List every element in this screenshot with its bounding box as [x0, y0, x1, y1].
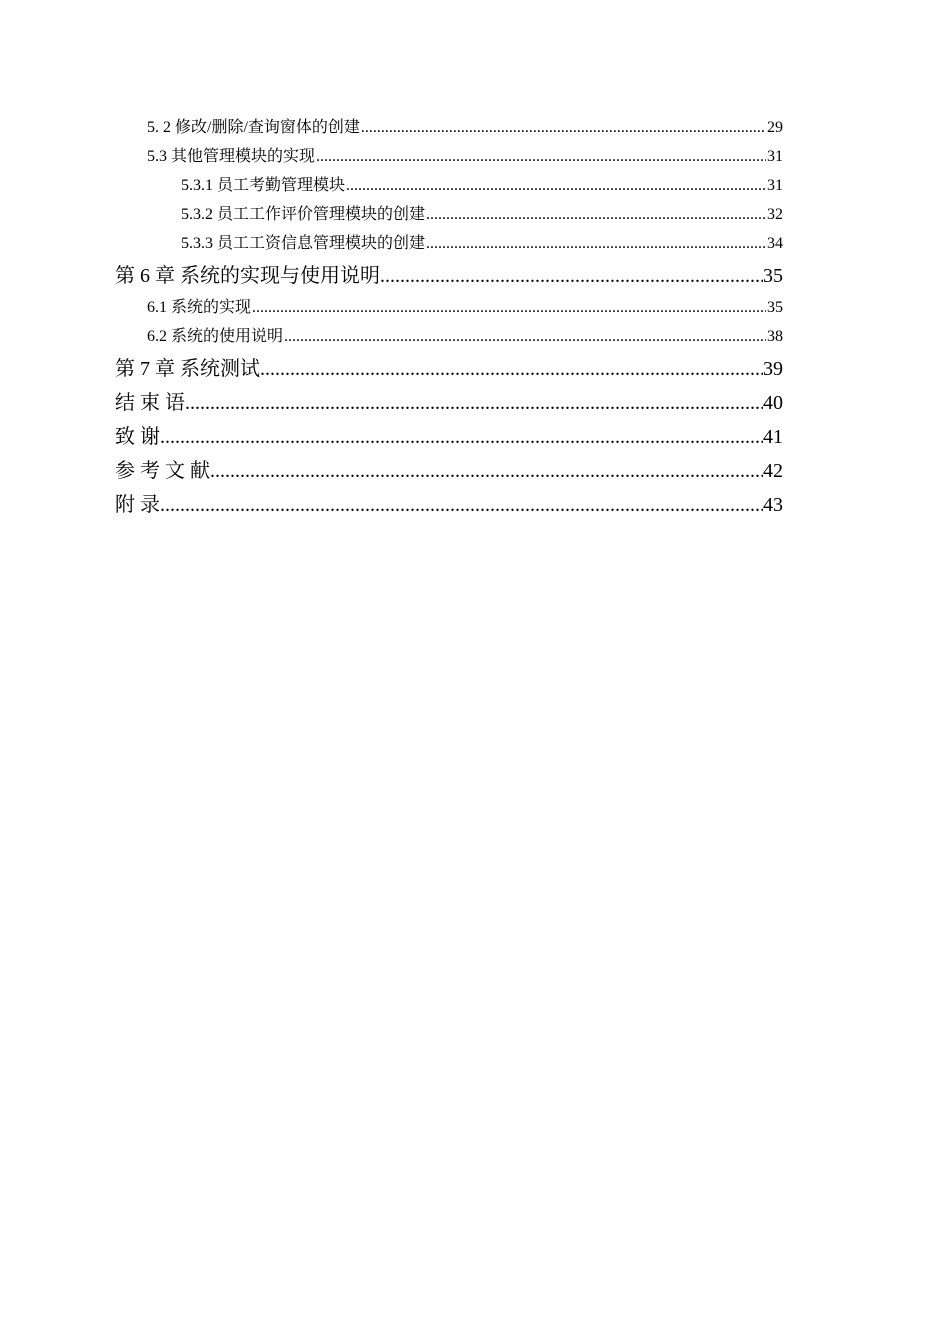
toc-entry-label: 参 考 文 献 — [115, 460, 210, 482]
toc-page-number: 40 — [763, 392, 783, 414]
toc-page-number: 29 — [767, 119, 783, 136]
toc-dot-leader — [284, 328, 766, 346]
toc-entry-chapter-6[interactable] — [115, 259, 783, 288]
toc-entry-5-2[interactable] — [147, 114, 783, 137]
toc-page-number: 35 — [763, 265, 783, 287]
toc-entry-5-3[interactable] — [147, 143, 783, 166]
toc-entry-label: 5.3 其他管理模块的实现 — [147, 148, 316, 165]
toc-entry-5-3-2[interactable] — [181, 201, 783, 224]
toc-dot-leader — [426, 235, 766, 253]
toc-dot-leader — [380, 265, 763, 288]
toc-entry-label: 致 谢 — [115, 426, 160, 448]
toc-page-number: 38 — [767, 328, 783, 345]
toc-dot-leader — [346, 177, 766, 195]
toc-entry-label: 6.2 系统的使用说明 — [147, 328, 284, 345]
toc-dot-leader — [210, 460, 763, 483]
toc-dot-leader — [160, 494, 763, 517]
toc-entry-references[interactable] — [115, 454, 783, 483]
toc-dot-leader — [426, 206, 766, 224]
toc-page-number: 34 — [767, 235, 783, 252]
toc-entry-5-3-3[interactable] — [181, 230, 783, 253]
toc-entry-label: 5. 2 修改/删除/查询窗体的创建 — [147, 119, 360, 136]
toc-entry-conclusion[interactable] — [115, 386, 783, 415]
toc-page-number: 31 — [767, 148, 783, 165]
toc-entry-label: 附 录 — [115, 494, 160, 516]
toc-page-number: 41 — [763, 426, 783, 448]
toc-entry-appendix[interactable] — [115, 488, 783, 517]
toc-page-number: 32 — [767, 206, 783, 223]
toc-entry-label: 5.3.2 员工工作评价管理模块的创建 — [181, 206, 426, 223]
toc-entry-6-2[interactable] — [147, 323, 783, 346]
toc-page-number: 43 — [763, 494, 783, 516]
toc-page-number: 31 — [767, 177, 783, 194]
toc-entry-label: 结 束 语 — [115, 392, 185, 414]
toc-entry-label: 6.1 系统的实现 — [147, 299, 252, 316]
toc-entry-label: 5.3.3 员工工资信息管理模块的创建 — [181, 235, 426, 252]
toc-entry-label: 第 7 章 系统测试 — [115, 358, 260, 380]
toc-dot-leader — [316, 148, 766, 166]
toc-entry-acknowledgements[interactable] — [115, 420, 783, 449]
toc-entry-5-3-1[interactable] — [181, 172, 783, 195]
toc-entry-label: 第 6 章 系统的实现与使用说明 — [115, 265, 380, 287]
toc-dot-leader — [361, 119, 766, 137]
toc-dot-leader — [260, 358, 763, 381]
toc-dot-leader — [252, 299, 766, 317]
toc-entry-chapter-7[interactable] — [115, 352, 783, 381]
toc-dot-leader — [160, 426, 763, 449]
toc-page-number: 35 — [767, 299, 783, 316]
toc-entry-6-1[interactable] — [147, 294, 783, 317]
toc-page-number: 39 — [763, 358, 783, 380]
toc-entry-label: 5.3.1 员工考勤管理模块 — [181, 177, 346, 194]
toc-dot-leader — [185, 392, 763, 415]
toc-page-number: 42 — [763, 460, 783, 482]
